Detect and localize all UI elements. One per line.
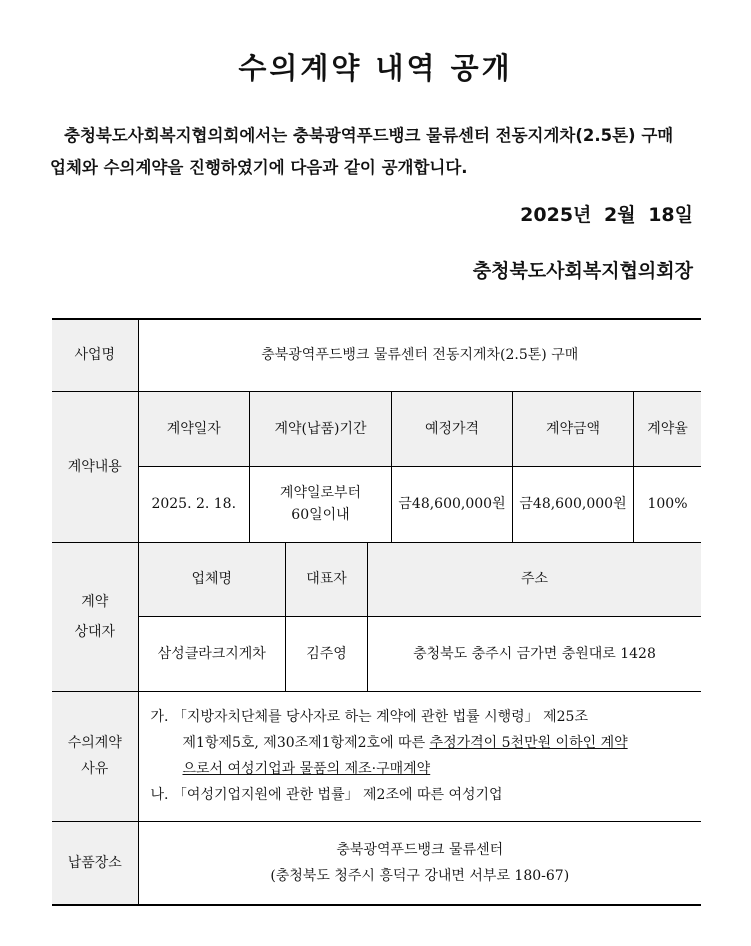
header-contract-rate: 계약율 [634,392,702,467]
estimated-price-value: 금48,600,000원 [392,467,513,542]
intro-line-2: 업체와 수의계약을 진행하였기에 다음과 같이 공개합니다. [50,158,468,177]
reason-item-a-line-3: 으로서 여성기업과 물품의 제조·구매계약 [182,761,431,777]
party-detail-table [139,543,702,691]
contract-date-value: 2025. 2. 18. [139,467,250,542]
project-row [52,319,701,391]
header-company: 업체명 [139,543,286,617]
contract-label: 계약내용 [52,391,138,542]
contract-period-value: 계약일로부터 60일이내 [250,467,392,542]
page-title: 수의계약 내역 공개 [238,51,513,85]
reason-row [52,691,701,821]
signature: 충청북도사회복지협의회장 [472,260,693,282]
address-value: 충청북도 충주시 금가면 충원대로 1428 [368,617,702,691]
reason-item-a-line-1: 가. 「지방자치단체를 당사자로 하는 계약에 관한 법률 시행령」 제25조 [150,709,588,725]
delivery-label: 납품장소 [52,821,138,905]
party-row [52,542,701,691]
contract-rate-value: 100% [634,467,702,542]
notice-date: 2025년 2월 18일 [520,204,693,226]
party-label: 계약 상대자 [52,542,138,691]
company-value: 삼성클라크지게차 [139,617,286,691]
reason-label: 수의계약 사유 [52,691,138,821]
project-label: 사업명 [52,319,138,391]
intro-line-1: 충청북도사회복지협의회에서는 충북광역푸드뱅크 물류센터 전동지게차(2.5톤) 구매 [64,126,674,145]
contract-detail-table [139,392,702,542]
header-estimated-price: 예정가격 [392,392,513,467]
contract-row [52,391,701,542]
delivery-row [52,821,701,905]
representative-value: 김주영 [286,617,368,691]
delivery-value: 충북광역푸드뱅크 물류센터 (충청북도 청주시 흥덕구 강내면 서부로 180-67) [138,821,701,905]
header-contract-date: 계약일자 [139,392,250,467]
header-representative: 대표자 [286,543,368,617]
contract-amount-value: 금48,600,000원 [513,467,634,542]
reason-item-a-line-2: 제1항제5호, 제30조제1항제2호에 따른 추정가격이 5천만원 이하인 계약 [182,735,628,751]
header-contract-period: 계약(납품)기간 [250,392,392,467]
header-contract-amount: 계약금액 [513,392,634,467]
intro-paragraph [50,120,700,184]
header-address: 주소 [368,543,702,617]
reason-item-b: 나. 「여성기업지원에 관한 법률」 제2조에 따른 여성기업 [150,787,503,803]
reason-text [138,691,701,821]
contract-table [52,318,701,906]
project-value: 충북광역푸드뱅크 물류센터 전동지게차(2.5톤) 구매 [138,319,701,391]
